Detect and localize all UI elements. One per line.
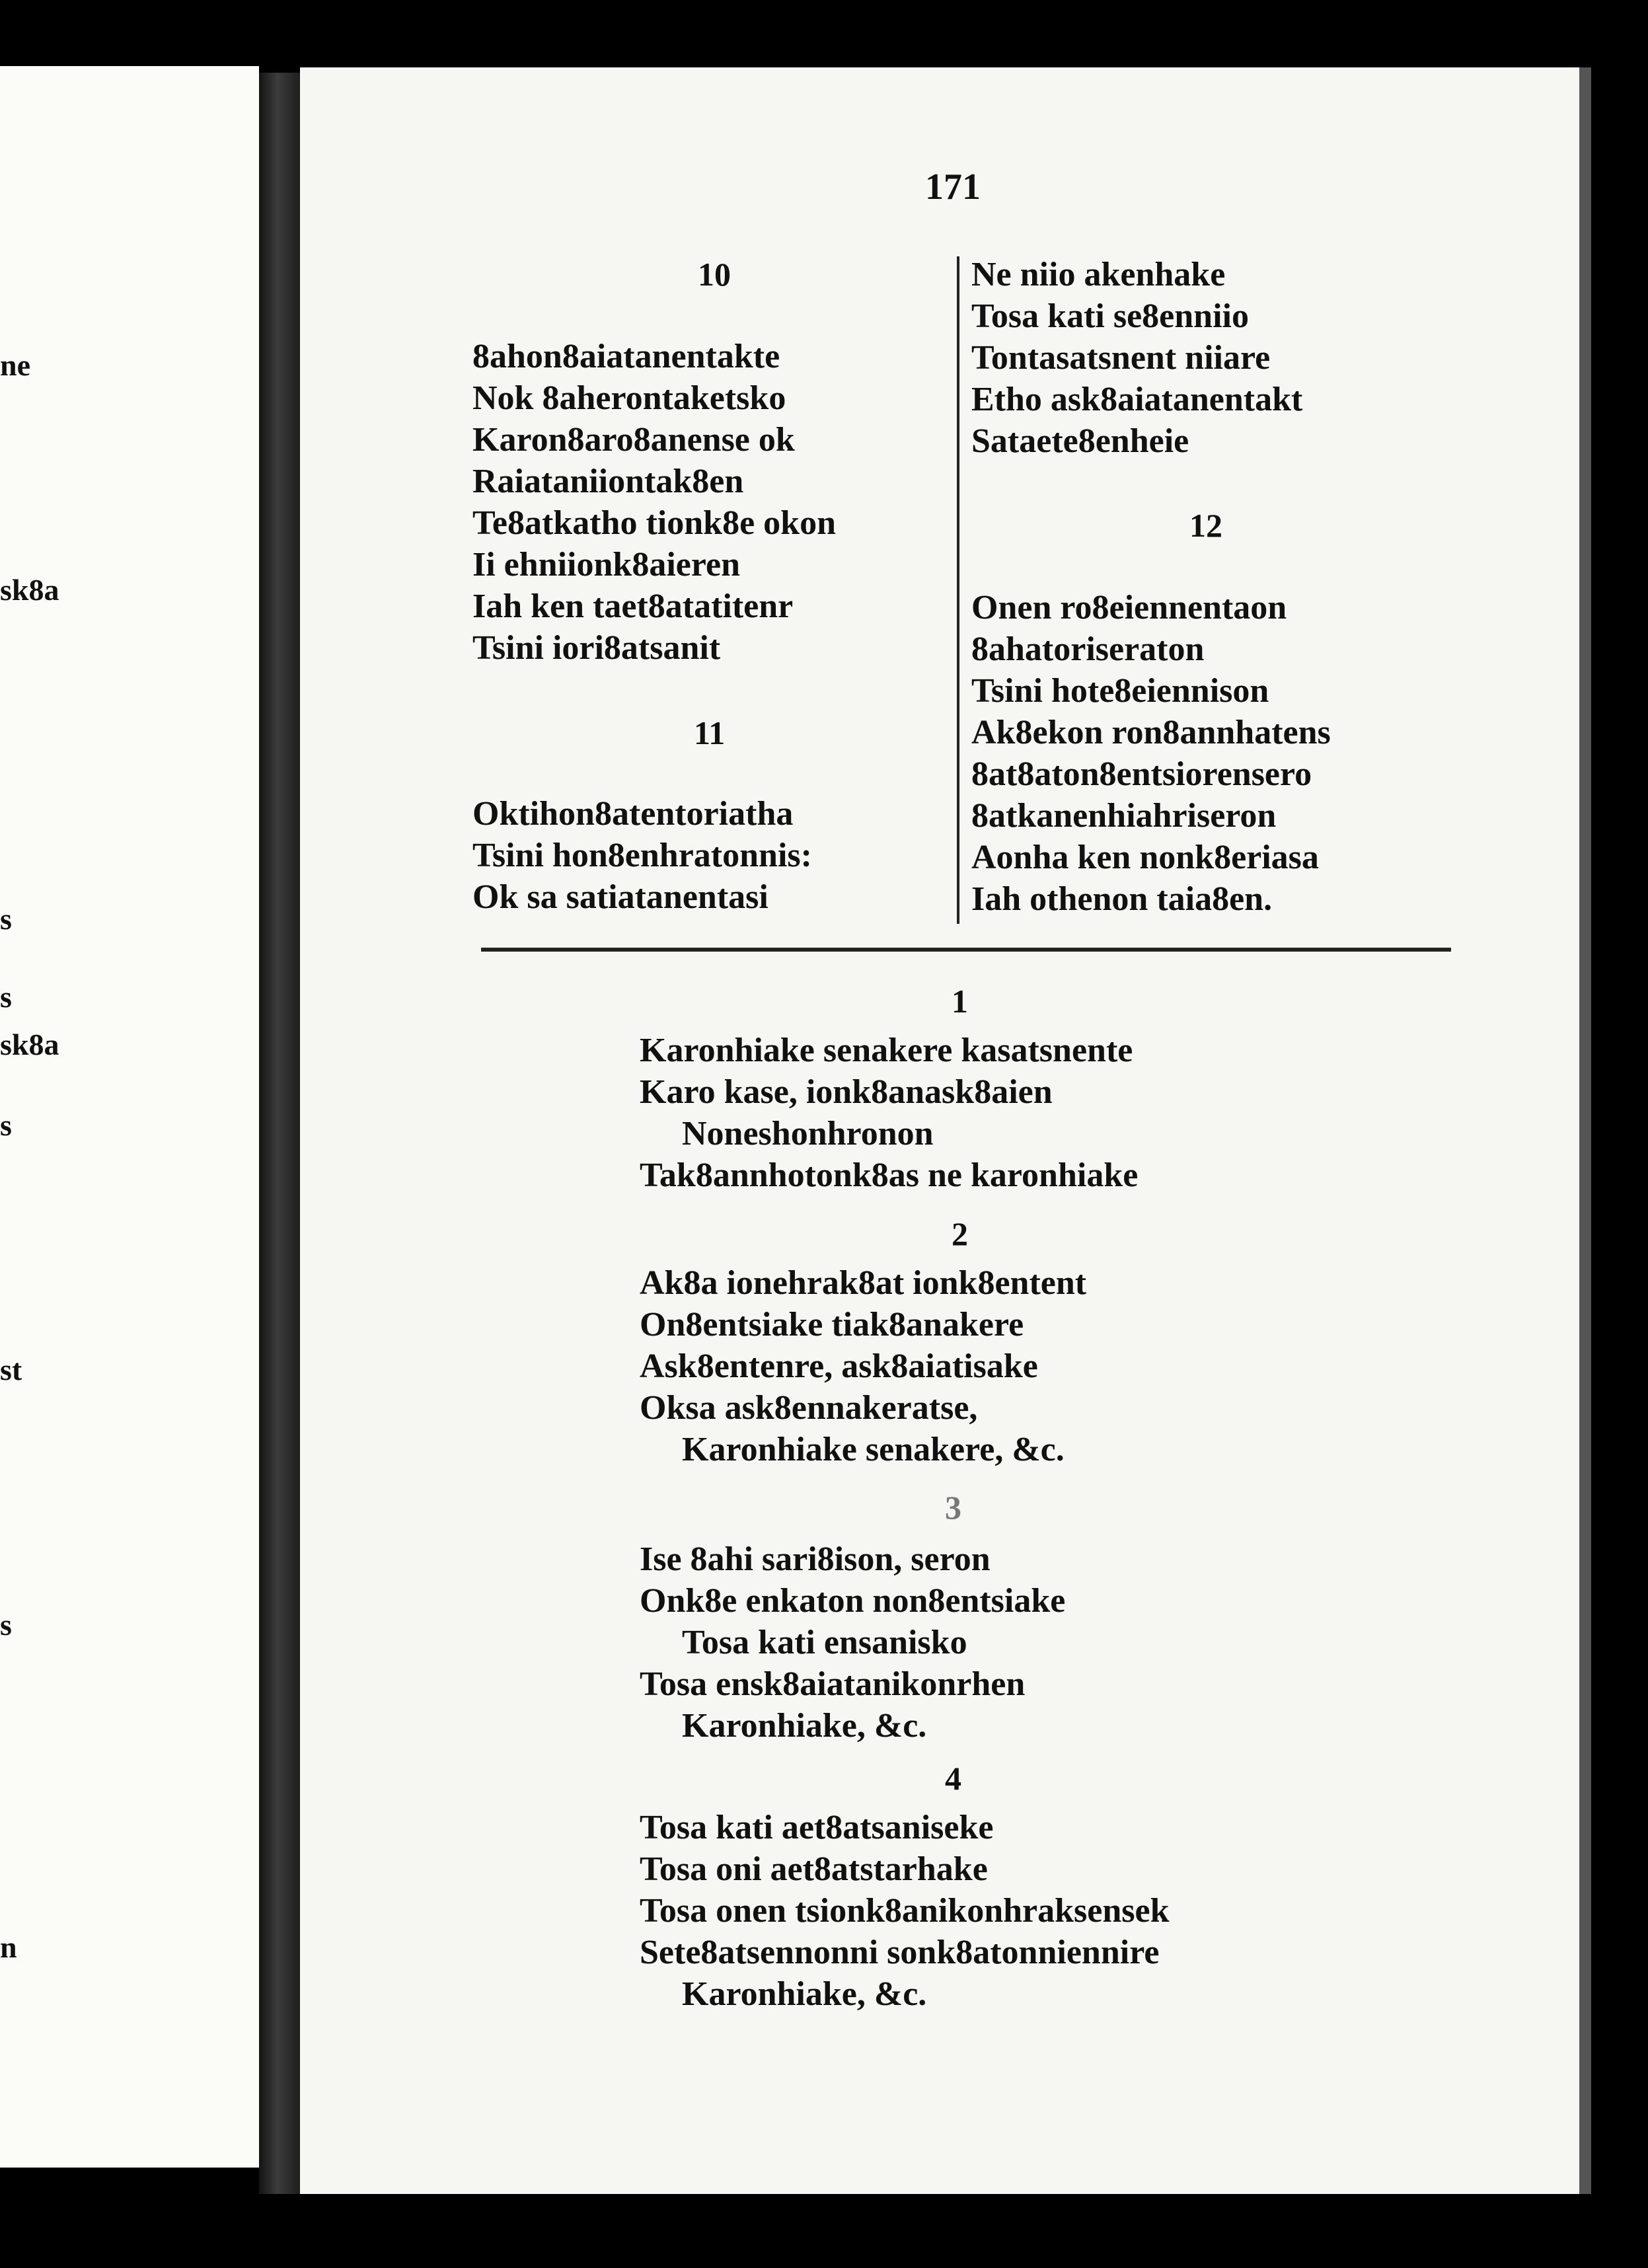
verse-line: Karon8aro8anense ok bbox=[472, 421, 795, 459]
verse-line: Te8atkatho tionk8e okon bbox=[472, 504, 836, 542]
hymn-line: Tak8annhotonk8as ne karonhiake bbox=[640, 1156, 1139, 1194]
facing-page-fragment: sk8a bbox=[0, 1028, 59, 1061]
stanza-number: 10 bbox=[698, 256, 731, 293]
verse-line: 8ahon8aiatanentakte bbox=[472, 338, 780, 375]
hymn-line: Tosa onen tsionk8anikonhraksensek bbox=[640, 1892, 1170, 1930]
verse-line: Tontasatsnent niiare bbox=[971, 339, 1271, 377]
verse-number: 4 bbox=[945, 1760, 961, 1797]
hymn-verse-3 bbox=[640, 1538, 1065, 1747]
facing-page-fragment: st bbox=[0, 1353, 22, 1386]
verse-line: Sataete8enheie bbox=[971, 422, 1189, 460]
hymn-line: Ise 8ahi sari8ison, seron bbox=[640, 1540, 991, 1578]
hymn-line: Ak8a ionehrak8at ionk8entent bbox=[640, 1264, 1087, 1302]
hymn-line: Noneshonhronon bbox=[682, 1115, 934, 1153]
stanza-12 bbox=[971, 587, 1331, 920]
hymn-line: Ask8entenre, ask8aiatisake bbox=[640, 1347, 1038, 1385]
facing-page-fragment: s bbox=[0, 902, 12, 936]
verse-line: Onen ro8eiennentaon bbox=[971, 589, 1287, 626]
hymn-verse-2 bbox=[640, 1262, 1086, 1470]
page-edge-shadow bbox=[1579, 67, 1591, 2194]
facing-page-fragment: sk8a bbox=[0, 573, 59, 607]
book-gutter bbox=[259, 73, 300, 2194]
verse-number: 1 bbox=[952, 983, 968, 1020]
verse-line: Tosa kati se8enniio bbox=[971, 297, 1249, 335]
verse-line: Ak8ekon ron8annhatens bbox=[971, 714, 1331, 751]
facing-page-fragment: s bbox=[0, 1108, 12, 1142]
hymn-verse-4 bbox=[640, 1807, 1170, 2015]
hymn-line: Karonhiake, &c. bbox=[682, 1707, 927, 1745]
hymn-line: Karonhiake senakere kasatsnente bbox=[640, 1032, 1133, 1069]
verse-line: Raiataniiontak8en bbox=[472, 463, 744, 500]
verse-line: 8atkanenhiahriseron bbox=[971, 797, 1277, 835]
verse-line: Iah othenon taia8en. bbox=[971, 880, 1273, 918]
stanza-11 bbox=[472, 793, 812, 918]
hymn-line: Tosa kati aet8atsaniseke bbox=[640, 1809, 994, 1846]
verse-line: Ii ehniionk8aieren bbox=[472, 546, 741, 584]
hymn-line: Karonhiake senakere, &c. bbox=[682, 1431, 1065, 1468]
hymn-line: Onk8e enkaton non8entsiake bbox=[640, 1582, 1066, 1620]
hymn-line: On8entsiake tiak8anakere bbox=[640, 1306, 1024, 1343]
facing-page-fragment: s bbox=[0, 980, 12, 1014]
verse-line: Ok sa satiatanentasi bbox=[472, 878, 768, 916]
verse-number: 2 bbox=[952, 1215, 968, 1252]
hymn-verse-1 bbox=[640, 1030, 1138, 1196]
verse-line: Tsini hote8eiennison bbox=[971, 672, 1269, 710]
facing-page-edge bbox=[0, 66, 259, 2168]
verse-line: Ne niio akenhake bbox=[971, 256, 1226, 293]
stanza-number: 12 bbox=[1189, 507, 1222, 544]
hymn-line: Oksa ask8ennakeratse, bbox=[640, 1389, 978, 1427]
stanza-continued bbox=[971, 254, 1302, 462]
hymn-line: Karo kase, ionk8anask8aien bbox=[640, 1073, 1053, 1111]
verse-line: 8at8aton8entsiorensero bbox=[971, 755, 1312, 793]
facing-page-fragment: n bbox=[0, 1930, 17, 1964]
hymn-line: Tosa kati ensanisko bbox=[682, 1624, 967, 1661]
stanza-10 bbox=[472, 336, 836, 669]
stanza-number: 11 bbox=[694, 714, 726, 751]
verse-number: 3 bbox=[945, 1489, 961, 1526]
hymn-line: Sete8atsennonni sonk8atonniennire bbox=[640, 1934, 1160, 1971]
verse-line: Etho ask8aiatanentakt bbox=[971, 381, 1303, 418]
column-divider bbox=[957, 256, 959, 924]
verse-line: Tsini hon8enhratonnis: bbox=[472, 837, 812, 874]
section-rule bbox=[481, 948, 1451, 952]
hymn-line: Tosa oni aet8atstarhake bbox=[640, 1850, 988, 1888]
page-number: 171 bbox=[925, 167, 981, 208]
verse-line: Aonha ken nonk8eriasa bbox=[971, 839, 1319, 876]
facing-page-fragment: ne bbox=[0, 348, 30, 382]
verse-line: Tsini iori8atsanit bbox=[472, 629, 721, 667]
hymn-line: Karonhiake, &c. bbox=[682, 1975, 927, 2013]
facing-page-fragment: s bbox=[0, 1608, 12, 1642]
verse-line: Oktihon8atentoriatha bbox=[472, 795, 794, 833]
verse-line: Nok 8aherontaketsko bbox=[472, 379, 786, 417]
hymn-line: Tosa ensk8aiatanikonrhen bbox=[640, 1665, 1026, 1703]
verse-line: 8ahatoriseraton bbox=[971, 630, 1205, 668]
verse-line: Iah ken taet8atatitenr bbox=[472, 587, 794, 625]
